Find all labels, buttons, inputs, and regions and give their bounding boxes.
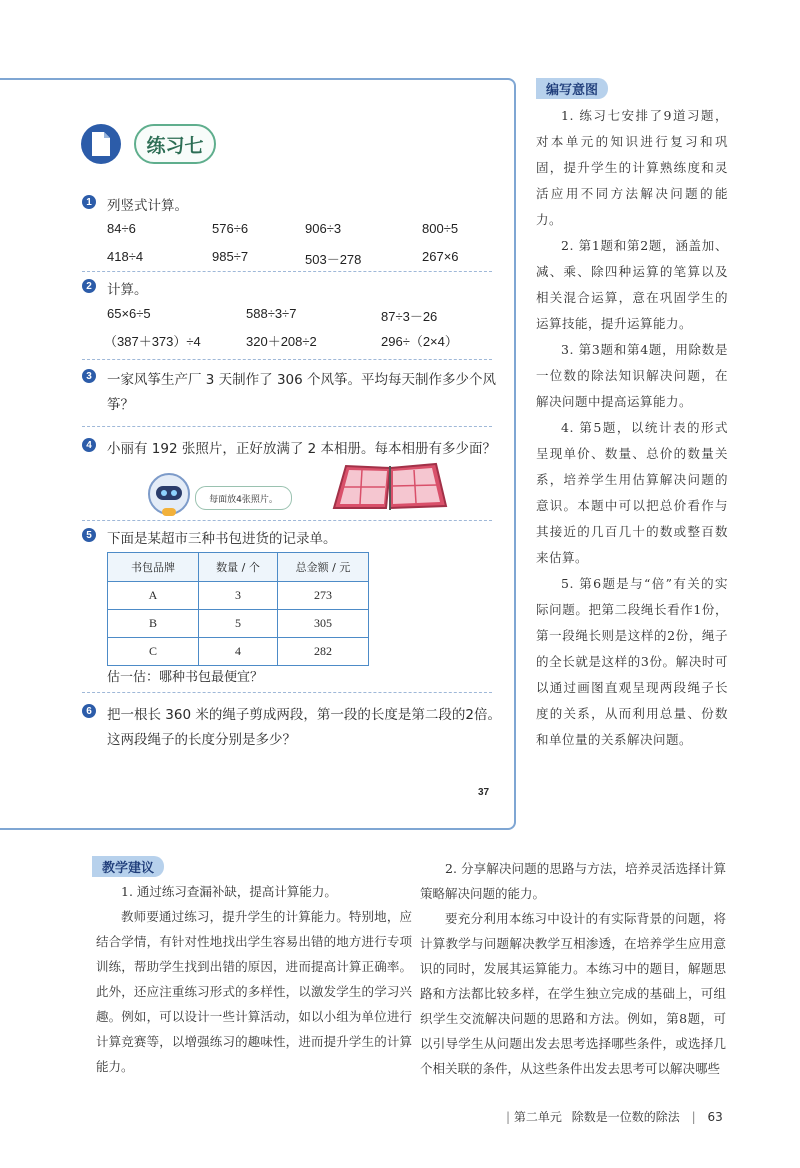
table-cell: 273	[278, 582, 369, 610]
table-cell: 4	[199, 638, 278, 666]
section-heading: 编写意图	[536, 78, 608, 99]
question-1	[82, 194, 502, 219]
math-item: 503－278	[305, 252, 362, 267]
math-item: 800÷5	[422, 221, 459, 236]
intent-paragraph: 3. 第3题和第4题，用除数是一位数的除法知识解决问题，在解决问题中提高运算能力。	[536, 342, 728, 409]
question-text: 计算。	[107, 282, 148, 298]
exercise-title: 练习七	[134, 124, 216, 164]
suggestion-paragraph: 1. 通过练习查漏补缺，提高计算能力。	[121, 884, 337, 899]
column-header: 数量 / 个	[199, 553, 278, 582]
estimate-prompt: 估一估：哪种书包最便宜？	[107, 670, 264, 685]
intent-paragraph: 1. 练习七安排了9道习题，对本单元的知识进行复习和巩固，提升学生的计算熟练度和灵活应用不同方法解决问题的能力。	[536, 108, 728, 227]
math-item: 588÷3÷7	[246, 306, 297, 321]
table-cell: 3	[199, 582, 278, 610]
footer-page-number: 63	[707, 1110, 723, 1124]
math-item: 906÷3	[305, 221, 342, 236]
question-6	[82, 703, 502, 753]
question-number: 4	[82, 438, 96, 452]
math-item: 87÷3－26	[381, 309, 438, 324]
question-number: 2	[82, 279, 96, 293]
photo-album-icon	[326, 458, 454, 514]
footer-unit: 第二单元	[513, 1110, 562, 1124]
question-text: 一家风筝生产厂 3 天制作了 306 个风筝。平均每天制作多少个风筝？	[107, 372, 497, 413]
hint-bubble: 每面放4张照片。	[195, 486, 292, 510]
divider	[82, 520, 492, 521]
math-item: （387＋373）÷4	[104, 334, 201, 349]
divider	[82, 426, 492, 427]
intent-paragraph: 5. 第6题是与“倍”有关的实际问题。把第二段绳长看作1份，第一段绳长则是这样的2份，绳子的全长就是这样的3份。解决时可以通过画图直观呈现两段绳子长度的关系，从而利用总量、份数和单位量的关系解决问题。	[536, 576, 728, 747]
question-text: 把一根长 360 米的绳子剪成两段，第一段的长度是第二段的2倍。这两段绳子的长度分别是多少？	[107, 707, 501, 748]
question-text: 小丽有 192 张照片，正好放满了 2 本相册。每本相册有多少面？	[107, 441, 497, 457]
divider	[82, 359, 492, 360]
purchase-record-table	[107, 552, 369, 666]
table-row	[108, 638, 369, 666]
table-header-row	[108, 553, 369, 582]
exercise-page-number: 37	[478, 787, 490, 798]
table-row	[108, 582, 369, 610]
table-row	[108, 610, 369, 638]
question-3	[82, 368, 502, 418]
page-footer: | 第二单元 除数是一位数的除法 | 63	[506, 1110, 723, 1124]
teaching-suggestion-right	[420, 856, 726, 1081]
question-2	[82, 278, 502, 303]
divider	[82, 271, 492, 272]
math-item: 296÷（2×4）	[381, 334, 458, 349]
table-cell: 305	[278, 610, 369, 638]
table-cell: 5	[199, 610, 278, 638]
question-text: 下面是某超市三种书包进货的记录单。	[107, 531, 337, 547]
math-item: 320＋208÷2	[246, 334, 317, 349]
writing-intent-section	[536, 78, 728, 753]
math-item: 84÷6	[107, 221, 136, 236]
math-item: 65×6÷5	[107, 306, 151, 321]
table-cell: 282	[278, 638, 369, 666]
divider	[82, 692, 492, 693]
column-header: 总金额 / 元	[278, 553, 369, 582]
footer-chapter: 除数是一位数的除法	[571, 1110, 680, 1124]
math-item: 985÷7	[212, 249, 249, 264]
suggestion-paragraph: 要充分利用本练习中设计的有实际背景的问题，将计算教学与问题解决教学互相渗透，在培养学生应用意识的同时，发展其运算能力。本练习中的题目，解题思路和方法都比较多样，在学生独立完成的基础上，可组织学生交流解决问题的思路和方法。例如，第8题，可以引导学生从问题出发去思考选择哪些条件，或选择几个相关联的条件，从这些条件出发去思考可以解决哪些	[420, 911, 726, 1076]
math-item: 418÷4	[107, 249, 144, 264]
question-number: 1	[82, 195, 96, 209]
robot-icon	[145, 470, 193, 518]
intent-paragraph: 2. 第1题和第2题，涵盖加、减、乘、除四种运算的笔算以及相关混合运算，意在巩固学生的运算技能，提升运算能力。	[536, 238, 728, 331]
document-icon	[81, 124, 121, 164]
question-5	[82, 527, 502, 552]
math-item: 576÷6	[212, 221, 249, 236]
table-cell: A	[108, 582, 199, 610]
suggestion-paragraph: 2. 分享解决问题的思路与方法，培养灵活选择计算策略解决问题的能力。	[420, 861, 726, 901]
question-number: 6	[82, 704, 96, 718]
suggestion-paragraph: 教师要通过练习，提升学生的计算能力。特别地，应结合学情，有针对性地找出学生容易出错的地方进行专项训练，帮助学生找到出错的原因，进而提高计算正确率。此外，还应注重练习形式的多样性，以激发学生的学习兴趣。例如，可以设计一些计算活动，如以小组为单位进行计算竞赛等，以增强练习的趣味性，进而提升学生的计算能力。	[96, 909, 412, 1074]
section-heading: 教学建议	[92, 856, 164, 877]
table-cell: B	[108, 610, 199, 638]
question-number: 5	[82, 528, 96, 542]
question-number: 3	[82, 369, 96, 383]
teaching-suggestion-left	[96, 856, 412, 1079]
table-cell: C	[108, 638, 199, 666]
question-text: 列竖式计算。	[107, 198, 188, 214]
intent-paragraph: 4. 第5题，以统计表的形式呈现单价、数量、总价的数量关系，培养学生用估算解决问题的意识。本题中可以把总价看作与其接近的几百几十的数或整百数来估算。	[536, 420, 728, 565]
column-header: 书包品牌	[108, 553, 199, 582]
math-item: 267×6	[422, 249, 459, 264]
